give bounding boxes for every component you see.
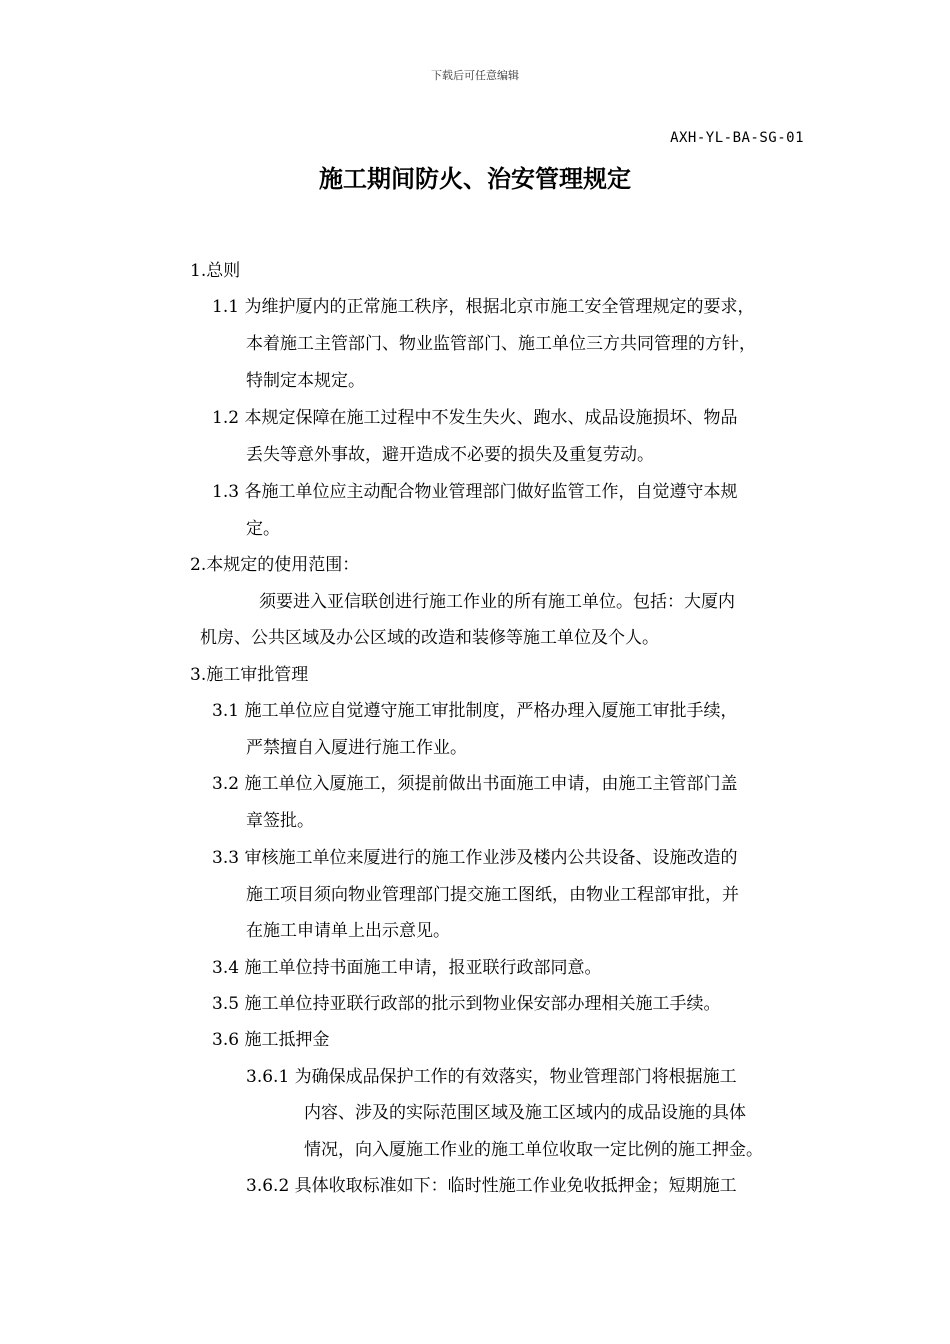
- clause-text: 1.1 为维护厦内的正常施工秩序，根据北京市施工安全管理规定的要求，: [212, 297, 755, 317]
- clause-text: 在施工申请单上出示意见。: [246, 921, 450, 941]
- clause-text: 定。: [246, 519, 280, 539]
- clause-text: 3.2 施工单位入厦施工，须提前做出书面施工申请，由施工主管部门盖: [212, 774, 738, 794]
- subclause-text: 内容、涉及的实际范围区域及施工区域内的成品设施的具体: [304, 1103, 746, 1123]
- clause-text: 1.3 各施工单位应主动配合物业管理部门做好监管工作，自觉遵守本规: [212, 482, 738, 502]
- section-heading: 1.总则: [190, 261, 241, 281]
- clause-text: 3.5 施工单位持亚联行政部的批示到物业保安部办理相关施工手续。: [212, 994, 721, 1014]
- subclause-text: 3.6.1 为确保成品保护工作的有效落实，物业管理部门将根据施工: [246, 1067, 737, 1087]
- clause-text: 章签批。: [246, 811, 314, 831]
- clause-text: 3.4 施工单位持书面施工申请，报亚联行政部同意。: [212, 958, 602, 978]
- clause-text: 丢失等意外事故，避开造成不必要的损失及重复劳动。: [246, 445, 654, 465]
- clause-text: 3.6 施工抵押金: [212, 1030, 330, 1050]
- paragraph-text: 须要进入亚信联创进行施工作业的所有施工单位。包括：大厦内: [259, 592, 735, 612]
- clause-text: 3.1 施工单位应自觉遵守施工审批制度，严格办理入厦施工审批手续，: [212, 701, 738, 721]
- subclause-text: 3.6.2 具体收取标准如下：临时性施工作业免收抵押金；短期施工: [246, 1176, 737, 1196]
- clause-text: 1.2 本规定保障在施工过程中不发生失火、跑水、成品设施损坏、物品: [212, 408, 738, 428]
- section-heading: 2.本规定的使用范围：: [190, 555, 360, 575]
- clause-text: 施工项目须向物业管理部门提交施工图纸，由物业工程部审批，并: [246, 885, 739, 905]
- clause-text: 特制定本规定。: [246, 371, 365, 391]
- clause-text: 本着施工主管部门、物业监管部门、施工单位三方共同管理的方针，: [246, 334, 756, 354]
- clause-text: 严禁擅自入厦进行施工作业。: [246, 738, 467, 758]
- page-title: 施工期间防火、治安管理规定: [319, 165, 631, 193]
- header-note: 下载后可任意编辑: [431, 69, 519, 82]
- subclause-text: 情况，向入厦施工作业的施工单位收取一定比例的施工押金。: [304, 1140, 763, 1160]
- document-code: AXH-YL-BA-SG-01: [670, 130, 804, 146]
- paragraph-text: 机房、公共区域及办公区域的改造和装修等施工单位及个人。: [200, 628, 659, 648]
- clause-text: 3.3 审核施工单位来厦进行的施工作业涉及楼内公共设备、设施改造的: [212, 848, 738, 868]
- section-heading: 3.施工审批管理: [190, 665, 309, 685]
